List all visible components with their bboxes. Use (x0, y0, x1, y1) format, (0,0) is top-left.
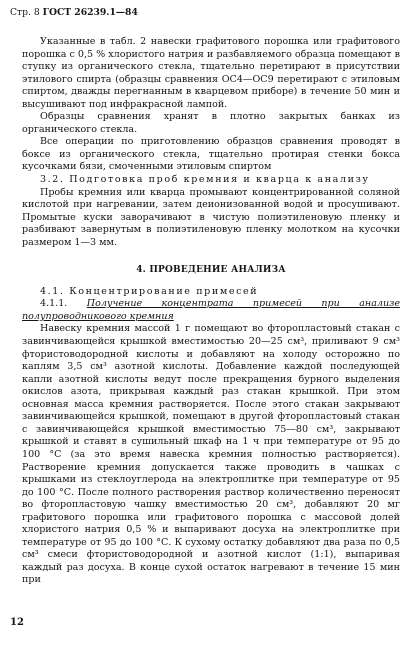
page-header (10, 7, 138, 18)
subsection-4-1-title: 4.1. Концентрирование примесей (40, 285, 259, 297)
paragraph-dissolution-procedure: Навеску кремния массой 1 г помещают во фторопластовый стакан с завинчивающейся крышкой вместимостью 20—25 см³, приливают 9 см³ фтористоводородной кислоты и добавляют на холоду осторожно по каплям 3,5 см³ азотной кислоты. Добавление каждой последующей капли азотной кислоты ведут после прекращения бурного выделения окислов азота, прикрывая каждый раз стакан крышкой. При этом основная масса кремния растворяется. После этого стакан закрывают завинчивающейся крышкой, помещают в другой фторопластовый стакан с завинчивающейся крышкой вместимостью 75—80 см³, закрывают крышкой и ставят в сушильный шкаф на 1 ч при температуре от 95 до 100 °С (за это время навеска кремния полностью растворяется). Растворение кремния допускается также проводить в чашках с крышками из стеклоуглерода на электроплитке при температуре от 95 до 100 °С. После полного растворения раствор количественно переносят во фторопластовую чашку вместимостью 20 см³, добавляют 20 мг графитового порошка или графитового порошка с массовой долей хлористого натрия 0,5 % и выпаривают досуха на электроплитке при температуре от 95 до 100 °С. К сухому остатку добавляют два раза по 0,5 см³ смеси фтористоводородной и азотной кислот (1:1), выпаривая каждый раз досуха. В конце сухой остаток нагревают в течение 15 мин при (22, 323, 400, 586)
header-page-ref: Стр. 8 (10, 7, 40, 18)
subsection-4-1-1-number: 4.1.1. (40, 298, 68, 310)
paragraph-box-operations: Все операции по приготовлению образцов сравнения проводят в боксе из органического стекла, тщательно протирая стенки бокса кусочками бязи, смоченными этиловым спиртом (22, 136, 400, 173)
paragraph-mixing: Указанные в табл. 2 навески графитового порошка или графитового порошка с 0,5 % хлористого натрия и разбавляемого образца помещают в ступку из органического стекла, тщательно перетирают в присутствии этилового спирта (образцы сравнения ОС4—ОС9 перетирают с этиловым спиртом, дважды перегнанным в кварцевом приборе) в течение 50 мин и высушивают под инфракрасной лампой. (22, 36, 400, 110)
paragraph-sample-preparation: Пробы кремния или кварца промывают концентрированной соляной кислотой при нагревании, затем деионизованной водой и просушивают. Промытые куски заворачивают в чистую полиэтиленовую пленку и разбивают завернутым в полиэтиленовую пленку молотком на кусочки размером 1—3 мм. (22, 186, 400, 248)
subsection-4-1-1-title (22, 298, 400, 323)
section-4-heading: 4. ПРОВЕДЕНИЕ АНАЛИЗА (136, 265, 286, 276)
page-number: 12 (10, 617, 24, 628)
paragraph-storage: Образцы сравнения хранят в плотно закрытых банках из органического стекла. (22, 111, 400, 135)
document-body (22, 36, 400, 587)
subsection-4-1-1-text: Получение концентрата примесей при анализе полупроводникового кремния (22, 298, 400, 322)
header-gost-code: ГОСТ 26239.1—84 (42, 7, 138, 18)
subsection-3-2-title: 3.2. Подготовка проб кремния и кварца к анализу (40, 174, 370, 186)
